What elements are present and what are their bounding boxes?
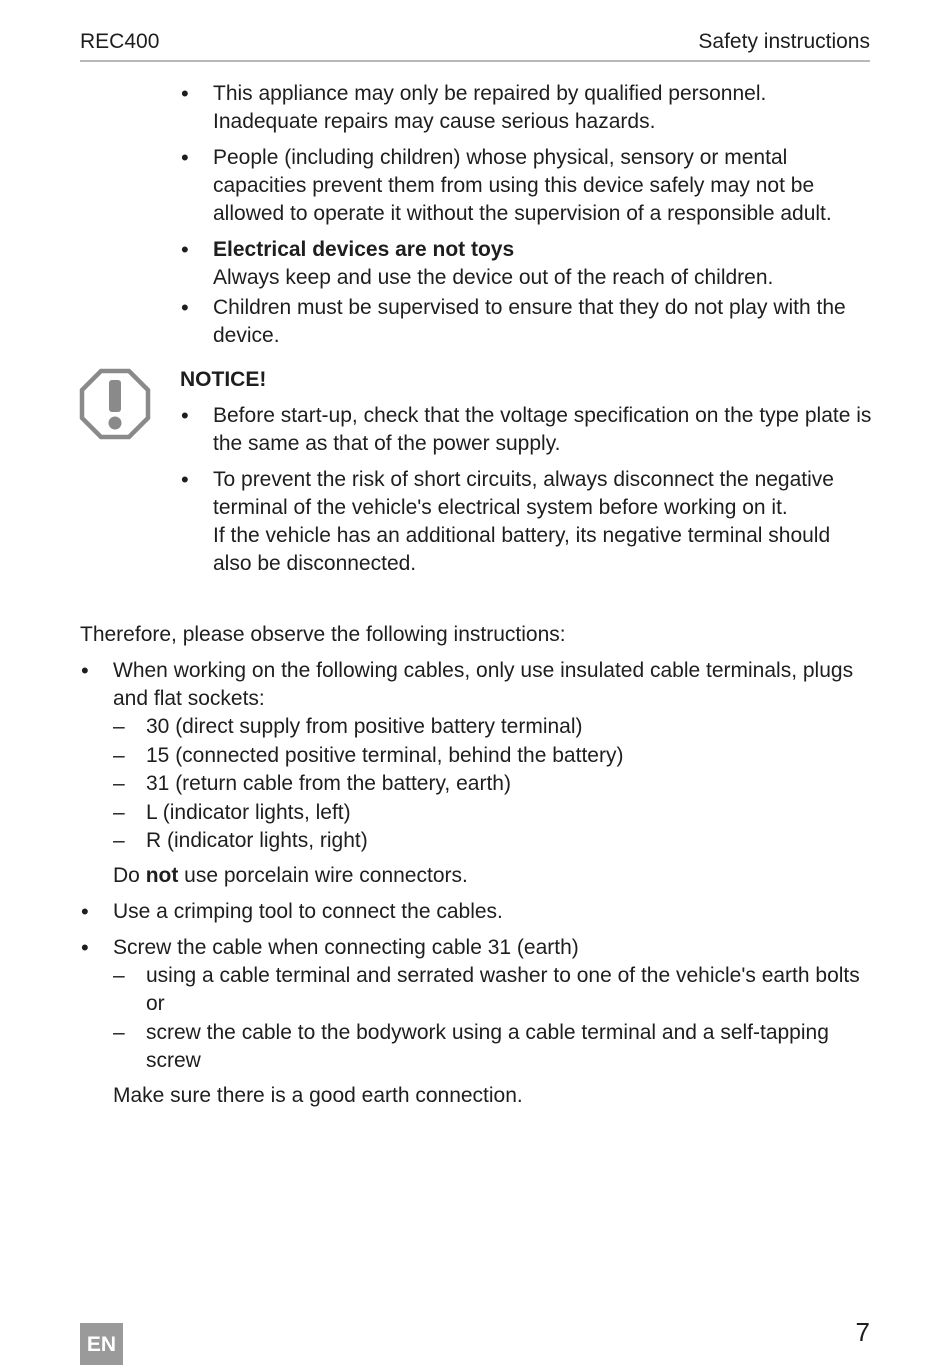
list-item: • Before start-up, check that the voltage specification on the type plate is the same as that of the power supply. bbox=[213, 402, 873, 458]
page-number: 7 bbox=[855, 1317, 870, 1347]
notice-list bbox=[213, 402, 873, 586]
list-item: • When working on the following cables, only use insulated cable terminals, plugs and flat sockets: – 30 (direct supply from positive battery terminal) – 15 (connected positive terminal, behind the battery) – 31 (return cable from the battery, earth) – L (indicator lights, left) – R (indicator lights, right) Do not use porcelain wire connectors. bbox=[113, 657, 873, 890]
earth-note: Make sure there is a good earth connection. bbox=[113, 1083, 523, 1107]
dash-item: – L (indicator lights, left) bbox=[113, 799, 873, 828]
earth-options-list bbox=[113, 962, 873, 1076]
exclamation-octagon-icon bbox=[79, 368, 151, 440]
dash-item: – 15 (connected positive terminal, behind the battery) bbox=[113, 742, 873, 771]
intro-paragraph: Therefore, please observe the following instructions: bbox=[80, 623, 566, 646]
language-badge: EN bbox=[80, 1323, 123, 1365]
dash-item: – 30 (direct supply from positive battery terminal) bbox=[113, 713, 873, 742]
list-item: • This appliance may only be repaired by qualified personnel. Inadequate repairs may cause serious hazards. bbox=[213, 80, 873, 136]
dash-item: – using a cable terminal and serrated washer to one of the vehicle's earth bolts or bbox=[113, 962, 873, 1019]
cable-list bbox=[113, 713, 873, 856]
list-item: • People (including children) whose physical, sensory or mental capacities prevent them from using this device safely may not be allowed to operate it without the supervision of a responsible adult. bbox=[213, 144, 873, 228]
connector-note: Do not use porcelain wire connectors. bbox=[113, 863, 468, 887]
instruction-list bbox=[113, 657, 873, 1118]
list-item-heading: Electrical devices are not toys bbox=[213, 238, 515, 261]
list-item: • Use a crimping tool to connect the cables. bbox=[113, 898, 873, 926]
dash-item: – R (indicator lights, right) bbox=[113, 827, 873, 856]
header-model: REC400 bbox=[80, 30, 160, 53]
list-item: • Children must be supervised to ensure that they do not play with the device. bbox=[213, 294, 873, 350]
list-item: • Screw the cable when connecting cable 31 (earth) – using a cable terminal and serrated washer to one of the vehicle's earth bolts or – screw the cable to the bodywork using a cable terminal and a self-tapping screw Make sure there is a good earth connection. bbox=[113, 934, 873, 1110]
dash-item: – 31 (return cable from the battery, earth) bbox=[113, 770, 873, 799]
dash-item: – screw the cable to the bodywork using a cable terminal and a self-tapping screw bbox=[113, 1019, 873, 1076]
page-header bbox=[80, 30, 870, 62]
header-section: Safety instructions bbox=[698, 30, 870, 53]
safety-list bbox=[213, 80, 873, 358]
list-item: • Electrical devices are not toys Always keep and use the device out of the reach of children. bbox=[213, 236, 873, 292]
notice-title: NOTICE! bbox=[180, 368, 267, 391]
list-item: • To prevent the risk of short circuits, always disconnect the negative terminal of the vehicle's electrical system before working on it. If the vehicle has an additional battery, its negative terminal should also be disconnected. bbox=[213, 466, 873, 578]
